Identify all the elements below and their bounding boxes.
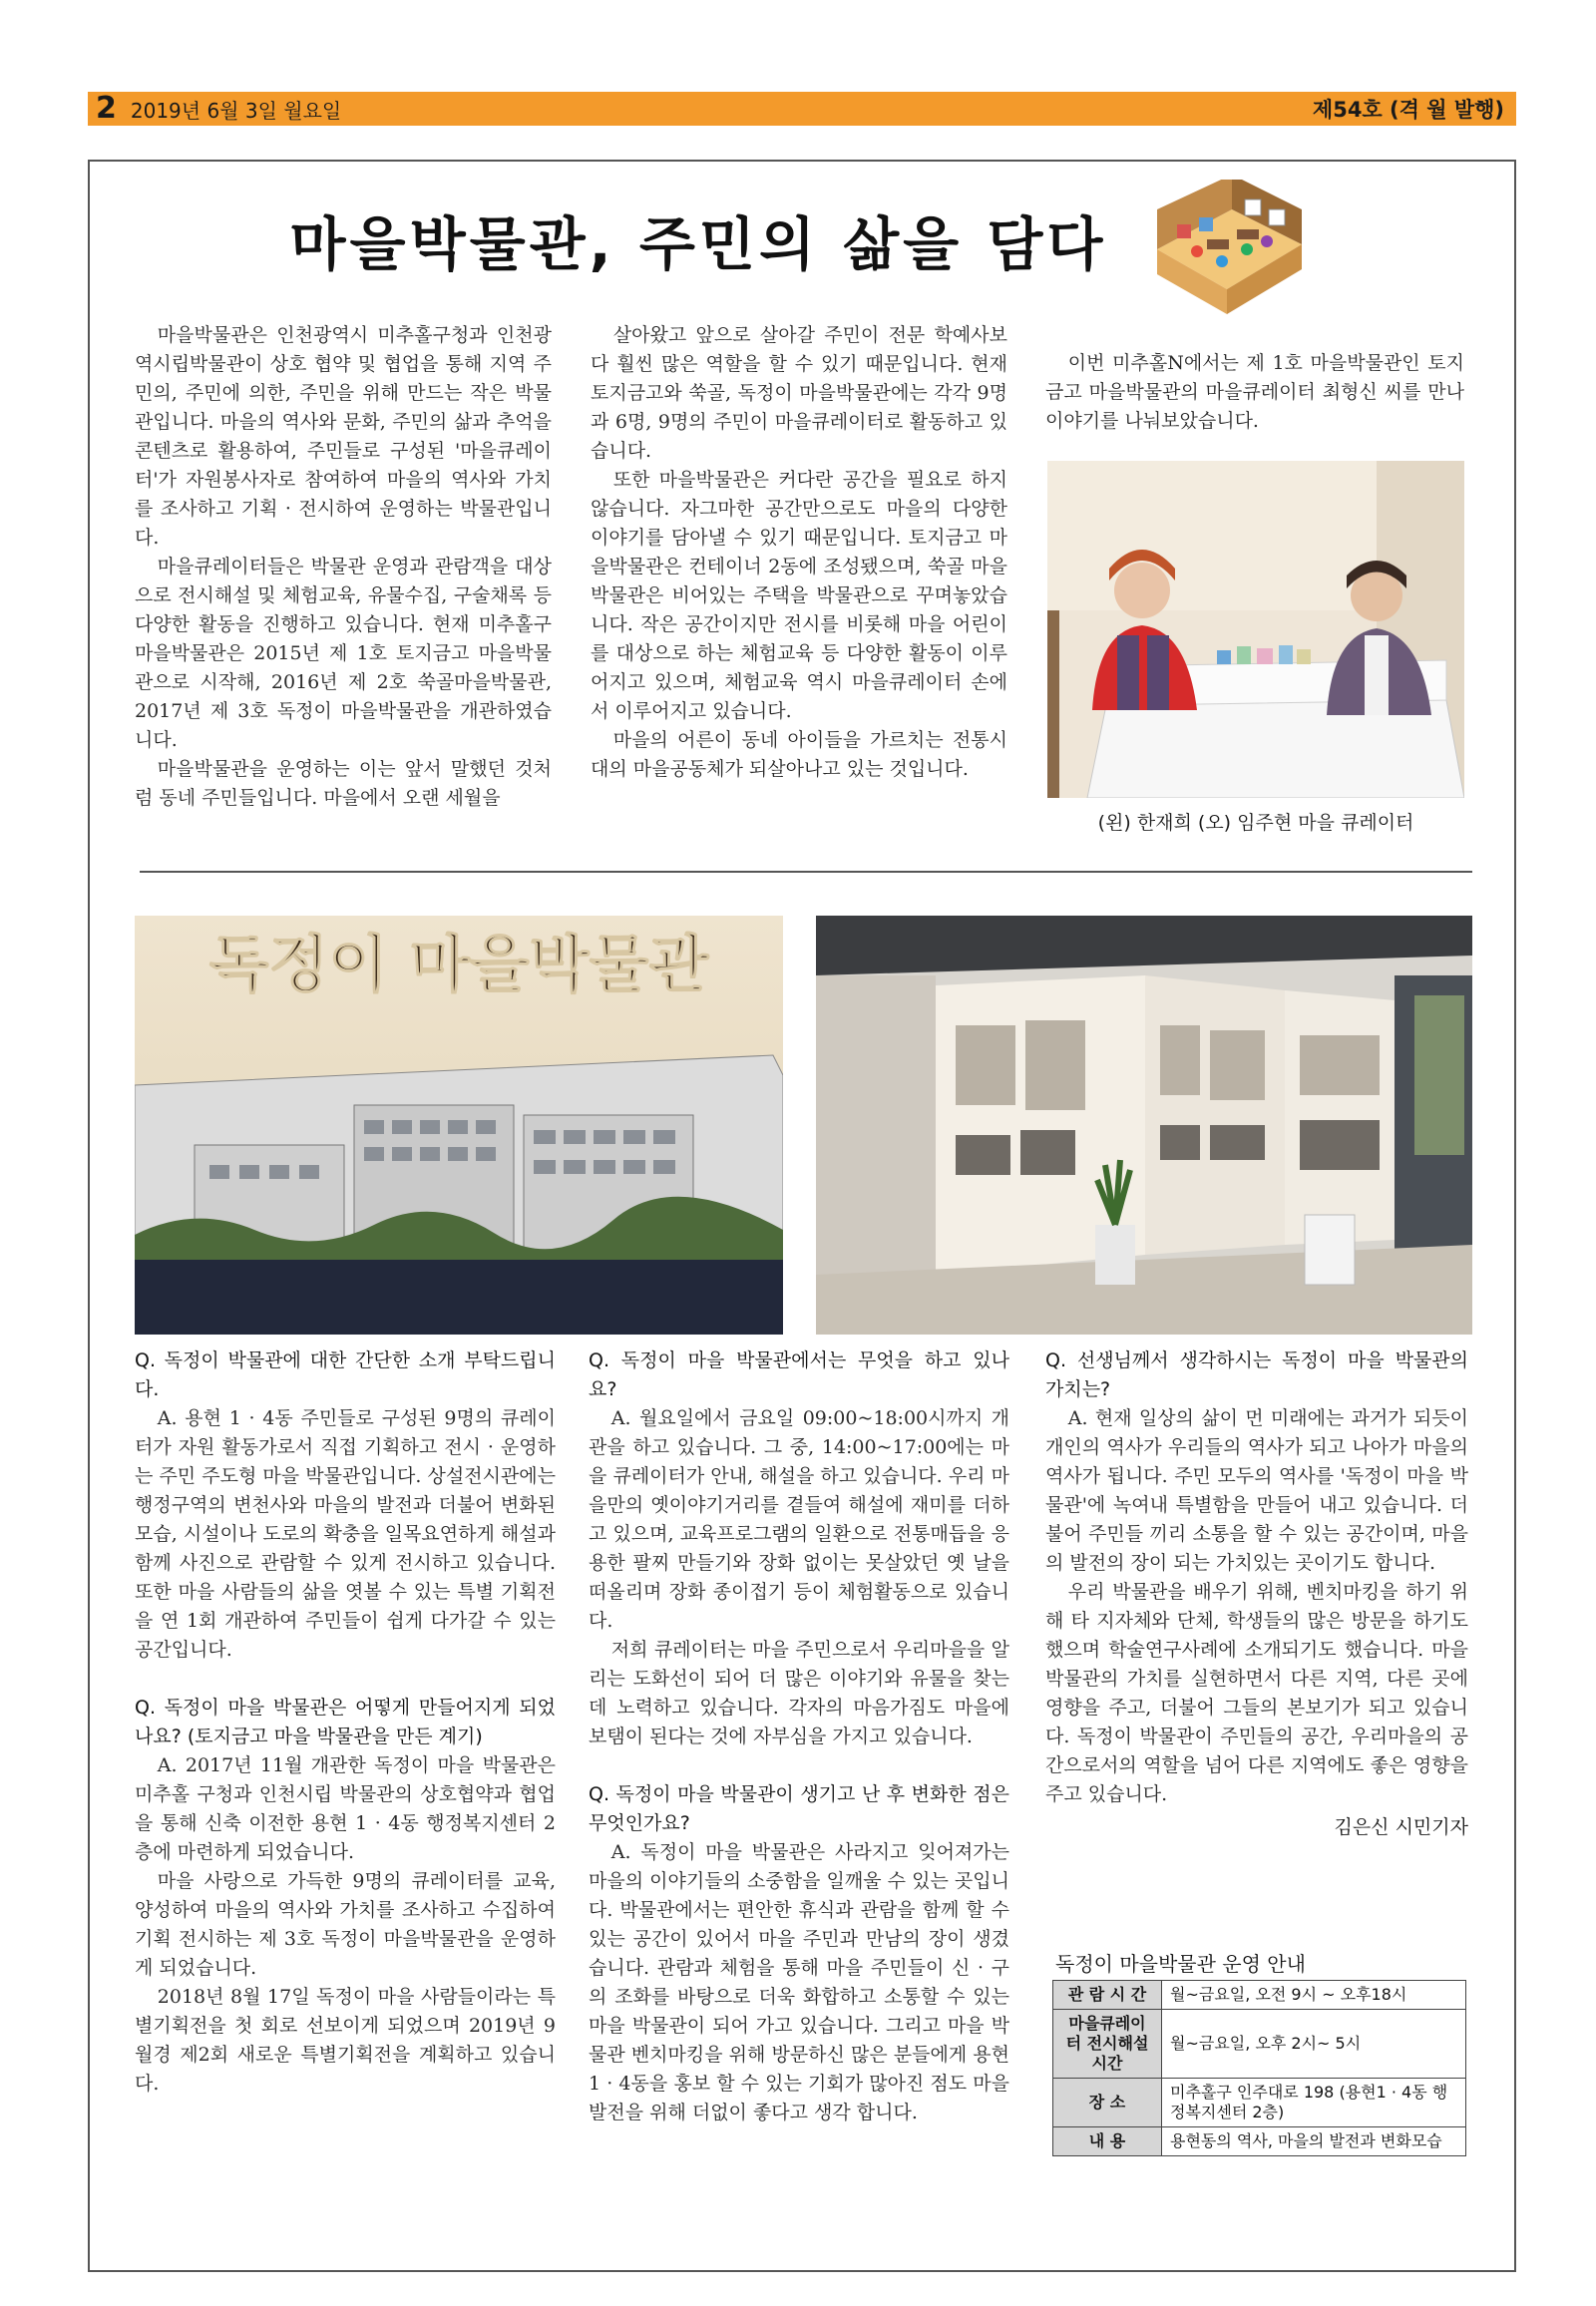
- article-paragraph: 마을박물관은 인천광역시 미추홀구청과 인천광역시립박물관이 상호 협약 및 협업을 통해 지역 주민의, 주민에 의한, 주민을 위해 만드는 작은 박물관입니다. 마을의 역사와 문화, 주민의 삶과 추억을 콘텐츠로 활용하여, 주민들로 구성된 '마을큐레이터'가 자원봉사자로 참여하여 마을의 역사와 가치를 조사하고 기획 · 전시하여 운영하는 박물관입니다.: [135, 324, 552, 549]
- article-intro: 이번 미추홀N에서는 제 1호 마을박물관인 토지금고 마을박물관의 마을큐레이터 최형신 씨를 만나 이야기를 나눠보았습니다.: [1045, 352, 1464, 432]
- page-number: 2: [96, 91, 117, 126]
- question: Q. 독정이 마을 박물관에서는 무엇을 하고 있나 요?: [589, 1349, 1009, 1400]
- article-paragraph: 또한 마을박물관은 커다란 공간을 필요로 하지 않습니다. 자그마한 공간만으로도 마을의 다양한 이야기를 담아낼 수 있기 때문입니다. 토지금고 마을박물관은 컨테이너 2동에 조성됐으며, 쑥골 마을박물관은 비어있는 주택을 박물관으로 꾸며놓았습니다. 작은 공간이지만 전시를 비롯해 마을 어린이를 대상으로 하는 체험교육 등 다양한 활동이 이루어지고 있으며, 체험교육 역시 마을큐레이터 손에서 이루어지고 있습니다.: [591, 469, 1007, 722]
- answer: 저희 큐레이터는 마을 주민으로서 우리마을을 알리는 도화선이 되어 더 많은 이야기와 유물을 찾는데 노력하고 있습니다. 각자의 마음가짐도 마을에 보탬이 된다는 것에 자부심을 가지고 있습니다.: [589, 1639, 1009, 1747]
- article-paragraph: 마을큐레이터들은 박물관 운영과 관람객을 대상으로 전시해설 및 체험교육, 유물수집, 구술채록 등 다양한 활동을 진행하고 있습니다. 현재 미추홀구 마을박물관은 2015년 제 1호 토지금고 마을박물관으로 시작해, 2016년 제 2호 쑥골마을박물관, 2017년 제 3호 독정이 마을박물관을 개관하였습니다.: [135, 556, 552, 751]
- table-row: [1053, 2010, 1466, 2079]
- table-row: [1053, 1981, 1466, 2010]
- answer: A. 2017년 11월 개관한 독정이 마을 박물관은 미추홀 구청과 인천시립 박물관의 상호협약과 협업을 통해 신축 이전한 용현 1 · 4동 행정복지센터 2층에 마련하게 되었습니다.: [135, 1754, 556, 1863]
- answer: 2018년 8월 17일 독정이 마을 사람들이라는 특별기획전을 첫 회로 선보이게 되었으며 2019년 9월경 제2회 새로운 특별기획전을 계획하고 있습니다.: [135, 1986, 556, 2095]
- answer: 우리 박물관을 배우기 위해, 벤치마킹을 하기 위해 타 지자체와 단체, 학생들의 많은 방문을 하기도 했으며 학술연구사례에 소개되기도 했습니다. 마을박물관의 가치를 실현하면서 다른 지역, 다른 곳에 영향을 주고, 더불어 그들의 본보기가 되고 있습니다. 독정이 박물관이 주민들의 공간, 우리마을의 공간으로서의 역할을 넘어 다른 지역에도 좋은 영향을 주고 있습니다.: [1045, 1581, 1468, 1805]
- answer: A. 독정이 마을 박물관은 사라지고 잊어져가는 마을의 이야기들의 소중함을 일깨울 수 있는 곳입니다. 박물관에서는 편안한 휴식과 관람을 함께 할 수 있는 공간이 있어서 마을 주민과 만남의 장이 생겼습니다. 관람과 체험을 통해 마을 주민들이 신 · 구의 조화를 바탕으로 더욱 화합하고 소통할 수 있는 마을 박물관이 되어 가고 있습니다. 그리고 마을 박물관 벤치마킹을 위해 방문하신 많은 분들에게 용현1 · 4동을 홍보 할 수 있는 기회가 많아진 점도 마을 발전을 위해 더없이 좋다고 생각 합니다.: [589, 1841, 1009, 2123]
- exhibit-hall-photo: [816, 916, 1472, 1335]
- info-key: 내 용: [1053, 2127, 1162, 2156]
- info-key: 관 람 시 간: [1053, 1981, 1162, 2010]
- article-paragraph: 마을박물관을 운영하는 이는 앞서 말했던 것처럼 동네 주민들입니다. 마을에서 오랜 세월을: [135, 758, 552, 809]
- question: Q. 독정이 마을 박물관이 생기고 난 후 변화한 점은 무엇인가요?: [589, 1783, 1009, 1834]
- article-title: 마을박물관, 주민의 삶을 담다: [289, 210, 1107, 278]
- qa-column-3: [1045, 1346, 1468, 1842]
- question: Q. 독정이 마을 박물관은 어떻게 만들어지게 되었나요? (토지금고 마을 박물관을 만든 계기): [135, 1697, 556, 1747]
- reporter-byline: 김은신 시민기자: [1334, 1816, 1468, 1838]
- museum-sign-text: 독정이 마을박물관: [208, 928, 709, 1000]
- info-box-title: 독정이 마을박물관 운영 안내: [1055, 1952, 1306, 1976]
- photo-caption: (왼) 한재희 (오) 임주현 마을 큐레이터: [1097, 812, 1414, 834]
- header-bar: [88, 92, 1516, 126]
- question: Q. 독정이 박물관에 대한 간단한 소개 부탁드립니다.: [135, 1349, 556, 1400]
- article-column-2: [591, 321, 1007, 784]
- museum-sign-photo: [135, 916, 783, 1335]
- article-column-1: [135, 321, 552, 813]
- qa-column-1: [135, 1346, 556, 2099]
- header-left: [96, 91, 342, 126]
- info-table: [1052, 1980, 1466, 2156]
- answer: A. 월요일에서 금요일 09:00~18:00시까지 개관을 하고 있습니다. 그 중, 14:00~17:00에는 마을 큐레이터가 안내, 해설을 하고 있습니다. 우리 마을만의 옛이야기거리를 곁들여 해설에 재미를 더하고 있으며, 교육프로그램의 일환으로 전통매듭을 응용한 팔찌 만들기와 장화 없이는 못살았던 옛 날을 떠올리며 장화 종이접기 등이 체험활동으로 있습니다.: [589, 1407, 1009, 1632]
- info-key: 마을큐레이터 전시해설시간: [1053, 2010, 1162, 2079]
- article-paragraph: 살아왔고 앞으로 살아갈 주민이 전문 학예사보다 훨씬 많은 역할을 할 수 있기 때문입니다. 현재 토지금고와 쑥골, 독정이 마을박물관에는 각각 9명과 6명, 9명의 주민이 마을큐레이터로 활동하고 있습니다.: [591, 324, 1007, 462]
- info-value: 미추홀구 인주대로 198 (용현1 · 4동 행정복지센터 2층): [1162, 2079, 1466, 2127]
- issue-date: 2019년 6월 3일 월요일: [130, 99, 342, 123]
- section-divider: [140, 871, 1472, 873]
- interview-photo: [1047, 461, 1464, 798]
- answer: 마을 사랑으로 가득한 9명의 큐레이터를 교육, 양성하여 마을의 역사와 가치를 조사하고 수집하여 기획 전시하는 제 3호 독정이 마을박물관을 운영하게 되었습니다.: [135, 1870, 556, 1979]
- info-value: 월~금요일, 오전 9시 ~ 오후18시: [1162, 1981, 1466, 2010]
- info-value: 월~금요일, 오후 2시~ 5시: [1162, 2010, 1466, 2079]
- article-column-3: [1045, 349, 1464, 436]
- table-row: [1053, 2127, 1466, 2156]
- question: Q. 선생님께서 생각하시는 독정이 마을 박물관의 가치는?: [1045, 1349, 1468, 1400]
- table-row: [1053, 2079, 1466, 2127]
- answer: A. 용현 1 · 4동 주민들로 구성된 9명의 큐레이터가 자원 활동가로서 직접 기획하고 전시 · 운영하는 주민 주도형 마을 박물관입니다. 상설전시관에는 행정구역의 변천사와 마을의 발전과 더불어 변화된 모습, 시설이나 도로의 확충을 일목요연하게 해설과 함께 사진으로 관람할 수 있게 전시하고 있습니다. 또한 마을 사람들의 삶을 엿볼 수 있는 특별 기획전을 연 1회 개관하여 주민들이 쉽게 다가갈 수 있는 공간입니다.: [135, 1407, 556, 1661]
- info-key: 장 소: [1053, 2079, 1162, 2127]
- qa-column-2: [589, 1346, 1009, 2127]
- info-value: 용현동의 역사, 마을의 발전과 변화모습: [1162, 2127, 1466, 2156]
- answer: A. 현재 일상의 삶이 먼 미래에는 과거가 되듯이 개인의 역사가 우리들의 역사가 되고 나아가 마을의 역사가 됩니다. 주민 모두의 역사를 '독정이 마을 박물관'에 녹여내 특별함을 만들어 내고 있습니다. 더불어 주민들 끼리 소통을 할 수 있는 공간이며, 마을의 발전의 장이 되는 가치있는 곳이기도 합니다.: [1045, 1407, 1468, 1574]
- article-paragraph: 마을의 어른이 동네 아이들을 가르치는 전통시대의 마을공동체가 되살아나고 있는 것입니다.: [591, 729, 1007, 780]
- museum-illustration: [1137, 180, 1312, 329]
- issue-number: 제54호 (격 월 발행): [1312, 98, 1504, 122]
